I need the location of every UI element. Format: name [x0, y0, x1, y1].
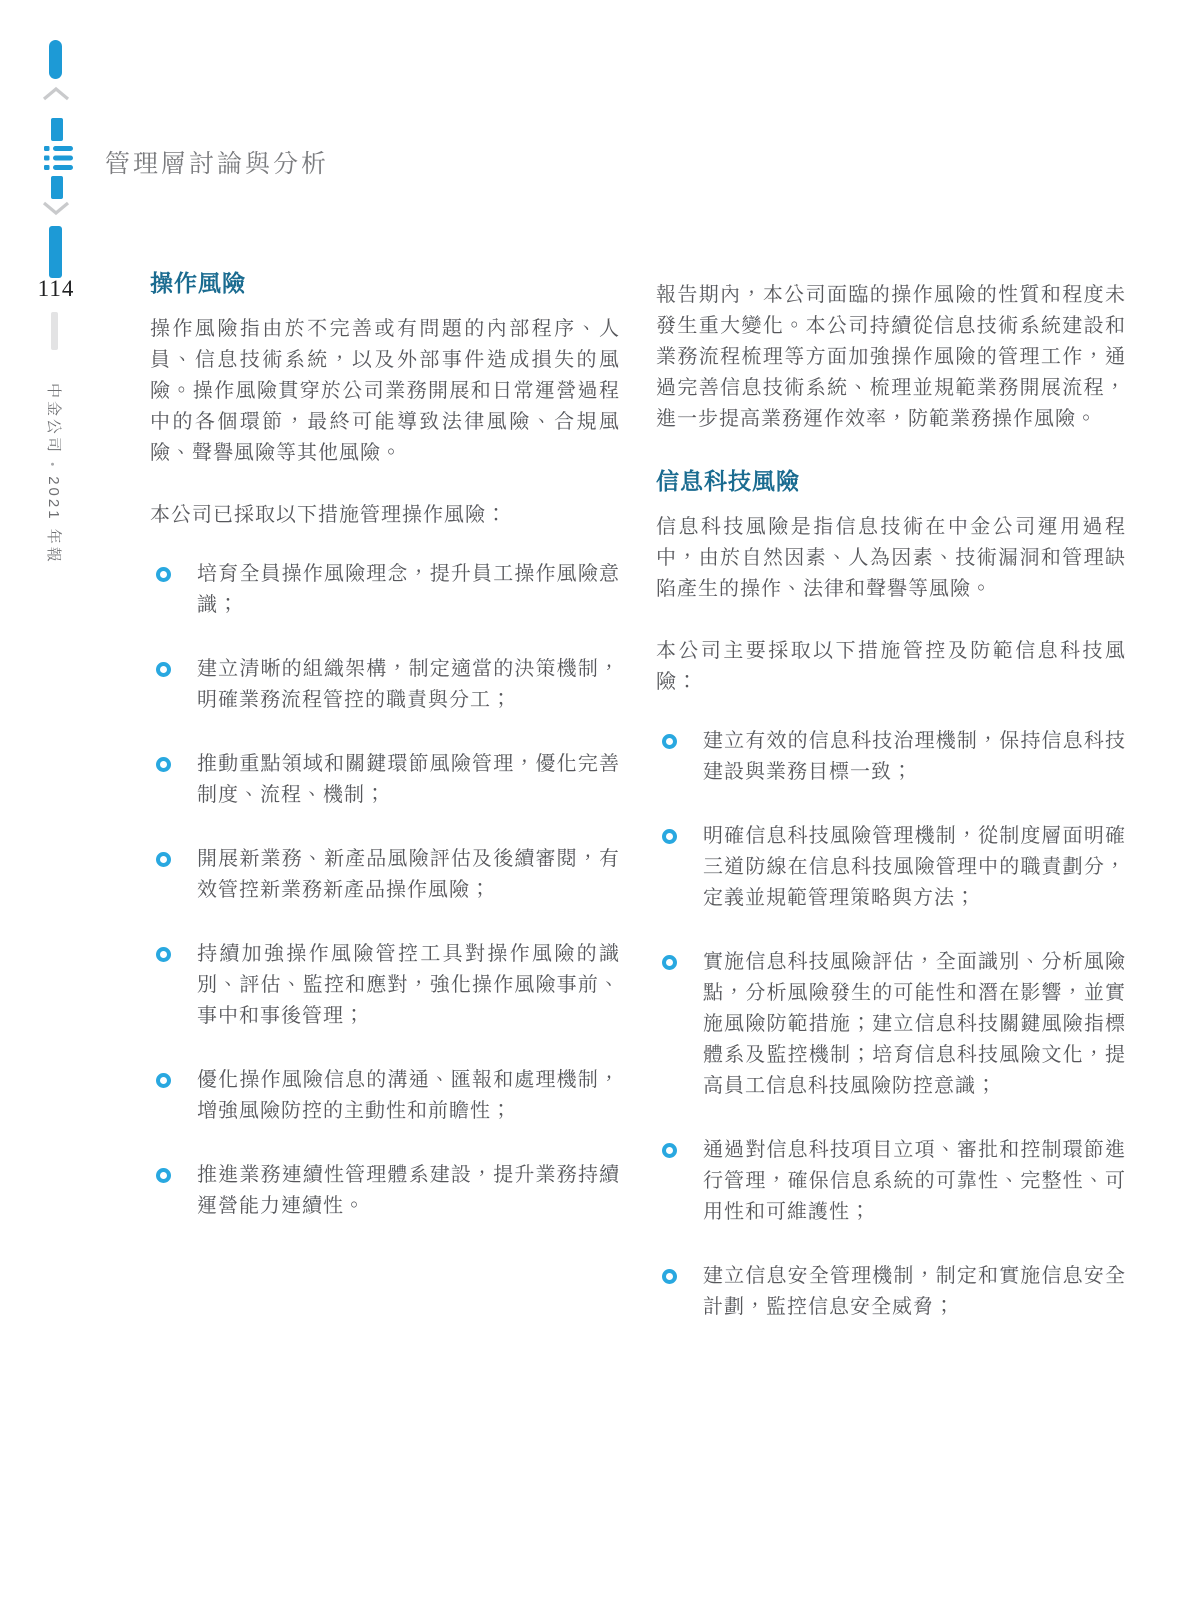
it-risk-heading: 信息科技風險 [656, 468, 800, 494]
list-item-text: 優化操作風險信息的溝通、匯報和處理機制，增強風險防控的主動性和前瞻性； [197, 1069, 620, 1122]
operational-risk-intro: 操作風險指由於不完善或有問題的內部程序、人員、信息技術系統，以及外部事件造成損失的風險。操作風險貫穿於公司業務開展和日常運營過程中的各個環節，最終可能導致法律風險、合規風險、聲譽風險等其他風險。 [150, 318, 620, 464]
bullet-ring-icon [156, 947, 171, 962]
it-risk-measures-lead: 本公司主要採取以下措施管控及防範信息科技風險： [656, 640, 1126, 693]
list-item [656, 726, 1126, 788]
bullet-ring-icon [156, 852, 171, 867]
list-item-text: 持續加強操作風險管控工具對操作風險的識別、評估、監控和應對，強化操作風險事前、事中和事後管理； [197, 943, 620, 1027]
bullet-ring-icon [662, 1143, 677, 1158]
operational-risk-continuation: 報告期內，本公司面臨的操作風險的性質和程度未發生重大變化。本公司持續從信息技術系統建設和業務流程梳理等方面加強操作風險的管理工作，通過完善信息技術系統、梳理並規範業務開展流程，進一步提高業務運作效率，防範業務操作風險。 [656, 284, 1126, 430]
list-item [150, 654, 620, 716]
operational-risk-measures-lead: 本公司已採取以下措施管理操作風險： [150, 504, 507, 526]
page-number-tick [51, 312, 58, 350]
list-item-text: 通過對信息科技項目立項、審批和控制環節進行管理，確保信息系統的可靠性、完整性、可用性和可維護性； [703, 1139, 1126, 1223]
bullet-ring-icon [156, 567, 171, 582]
list-item-text: 建立有效的信息科技治理機制，保持信息科技建設與業務目標一致； [703, 730, 1126, 783]
bullet-ring-icon [662, 955, 677, 970]
list-item-text: 培育全員操作風險理念，提升員工操作風險意識； [197, 563, 620, 616]
operational-risk-heading: 操作風險 [150, 270, 246, 296]
list-item [150, 939, 620, 1032]
bullet-ring-icon [662, 829, 677, 844]
page-number: 114 [37, 276, 75, 301]
operational-risk-measures-list [150, 559, 620, 1222]
left-column [150, 268, 620, 1222]
list-item [150, 559, 620, 621]
list-item [150, 844, 620, 906]
bullet-ring-icon [662, 734, 677, 749]
chevron-down-icon [41, 200, 71, 216]
bullet-ring-icon [662, 1269, 677, 1284]
list-item [656, 1135, 1126, 1228]
bullet-ring-icon [156, 1073, 171, 1088]
list-item [656, 947, 1126, 1102]
bullet-ring-icon [156, 757, 171, 772]
section-running-title: 管理層討論與分析 [105, 151, 330, 178]
spine-accent-block-lower [51, 176, 63, 199]
it-risk-definition: 信息科技風險是指信息技術在中金公司運用過程中，由於自然因素、人為因素、技術漏洞和管理缺陷產生的操作、法律和聲譽等風險。 [656, 516, 1126, 600]
list-item-text: 實施信息科技風險評估，全面識別、分析風險點，分析風險發生的可能性和潛在影響，並實施風險防範措施；建立信息科技關鍵風險指標體系及監控機制；培育信息科技風險文化，提高員工信息科技風險防控意識； [703, 951, 1126, 1097]
list-item-text: 推動重點領域和關鍵環節風險管理，優化完善制度、流程、機制； [197, 753, 620, 806]
spine-accent-bar-top [49, 40, 62, 79]
list-item-text: 推進業務連續性管理體系建設，提升業務持續運營能力連續性。 [197, 1164, 620, 1217]
spine-accent-block-upper [51, 118, 63, 141]
bullet-ring-icon [156, 662, 171, 677]
spine-report-year: 2021 年報 [45, 476, 62, 565]
right-column [656, 280, 1126, 1323]
list-item [656, 821, 1126, 914]
spine-separator-dot: • [46, 462, 58, 470]
list-item-text: 建立清晰的組織架構，制定適當的決策機制，明確業務流程管控的職責與分工； [197, 658, 620, 711]
chevron-up-icon [41, 86, 71, 102]
list-item-text: 建立信息安全管理機制，制定和實施信息安全計劃，監控信息安全威脅； [703, 1265, 1126, 1318]
spine-accent-bar-bottom [49, 226, 62, 278]
list-item-text: 明確信息科技風險管理機制，從制度層面明確三道防線在信息科技風險管理中的職責劃分，定義並規範管理策略與方法； [703, 825, 1126, 909]
list-item [656, 1261, 1126, 1323]
bullet-ring-icon [156, 1168, 171, 1183]
spine-company-name: 中金公司 [45, 383, 62, 456]
list-item [150, 749, 620, 811]
spine-label [41, 383, 64, 565]
list-item [150, 1160, 620, 1222]
menu-list-icon [44, 145, 74, 171]
list-item [150, 1065, 620, 1127]
it-risk-measures-list [656, 726, 1126, 1323]
list-item-text: 開展新業務、新產品風險評估及後續審閱，有效管控新業務新產品操作風險； [197, 848, 620, 901]
